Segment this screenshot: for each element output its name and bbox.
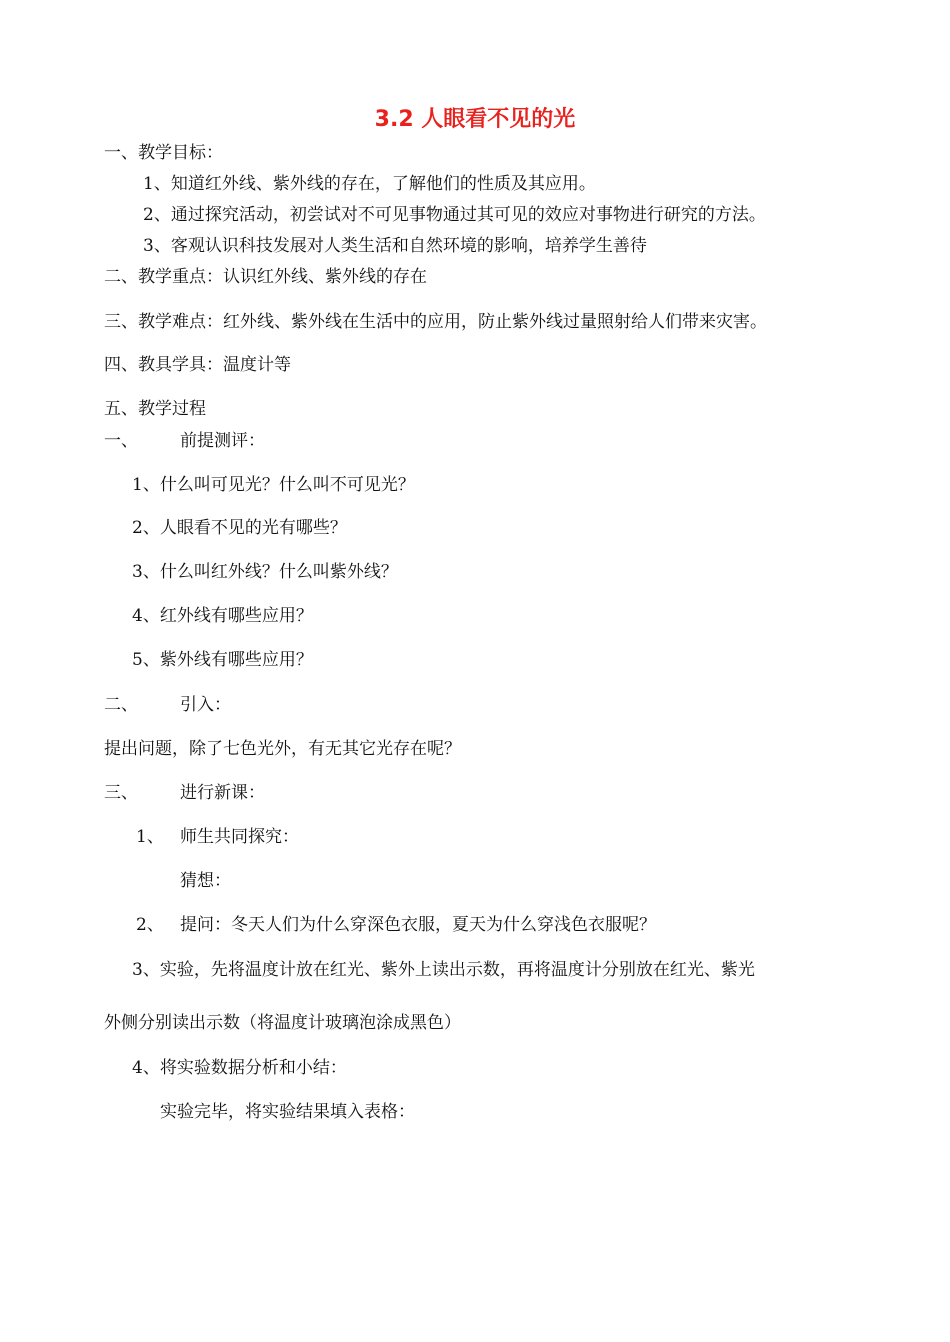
pretest-question: 1、什么叫可见光？什么叫不可见光？	[132, 475, 415, 495]
process-heading: 五、教学过程	[104, 399, 206, 419]
step-label: 提问：冬天人们为什么穿深色衣服，夏天为什么穿浅色衣服呢？	[180, 915, 656, 935]
step-number: 2、	[136, 915, 164, 935]
new-lesson-heading	[104, 782, 265, 804]
pretest-question: 5、紫外线有哪些应用？	[132, 650, 313, 670]
key-point: 二、教学重点：认识红外线、紫外线的存在	[104, 267, 427, 287]
pretest-question: 3、什么叫红外线？什么叫紫外线？	[132, 562, 398, 582]
step-2	[136, 914, 656, 936]
step-3-line-2: 外侧分别读出示数（将温度计玻璃泡涂成黑色）	[104, 1013, 461, 1033]
section-number: 二、	[104, 695, 138, 715]
objectives-heading: 一、教学目标：	[104, 143, 223, 163]
step-4-note: 实验完毕，将实验结果填入表格：	[160, 1102, 415, 1122]
page-title: 3.2 人眼看不见的光	[374, 107, 576, 132]
step-label: 师生共同探究：	[180, 827, 299, 847]
step-1	[136, 826, 299, 848]
teaching-tools: 四、教具学具：温度计等	[104, 355, 291, 375]
intro-text: 提出问题，除了七色光外，有无其它光存在呢？	[104, 739, 461, 759]
pretest-question: 4、红外线有哪些应用？	[132, 606, 313, 626]
objective-item: 2、通过探究活动，初尝试对不可见事物通过其可见的效应对事物进行研究的方法。	[143, 205, 766, 225]
guess-label: 猜想：	[180, 871, 231, 891]
pretest-question: 2、人眼看不见的光有哪些？	[132, 518, 347, 538]
section-label: 进行新课：	[180, 783, 265, 803]
objective-item: 1、知道红外线、紫外线的存在，了解他们的性质及其应用。	[143, 174, 596, 194]
objective-item: 3、客观认识科技发展对人类生活和自然环境的影响，培养学生善待	[143, 236, 647, 256]
pretest-heading	[104, 430, 265, 452]
intro-heading	[104, 694, 231, 716]
section-number: 一、	[104, 431, 138, 451]
section-label: 前提测评：	[180, 431, 265, 451]
step-number: 1、	[136, 827, 164, 847]
section-label: 引入：	[180, 695, 231, 715]
step-3-line-1: 3、实验，先将温度计放在红光、紫外上读出示数，再将温度计分别放在红光、紫光	[132, 960, 755, 980]
difficulty: 三、教学难点：红外线、紫外线在生活中的应用，防止紫外线过量照射给人们带来灾害。	[104, 312, 767, 332]
step-4: 4、将实验数据分析和小结：	[132, 1058, 347, 1078]
section-number: 三、	[104, 783, 138, 803]
